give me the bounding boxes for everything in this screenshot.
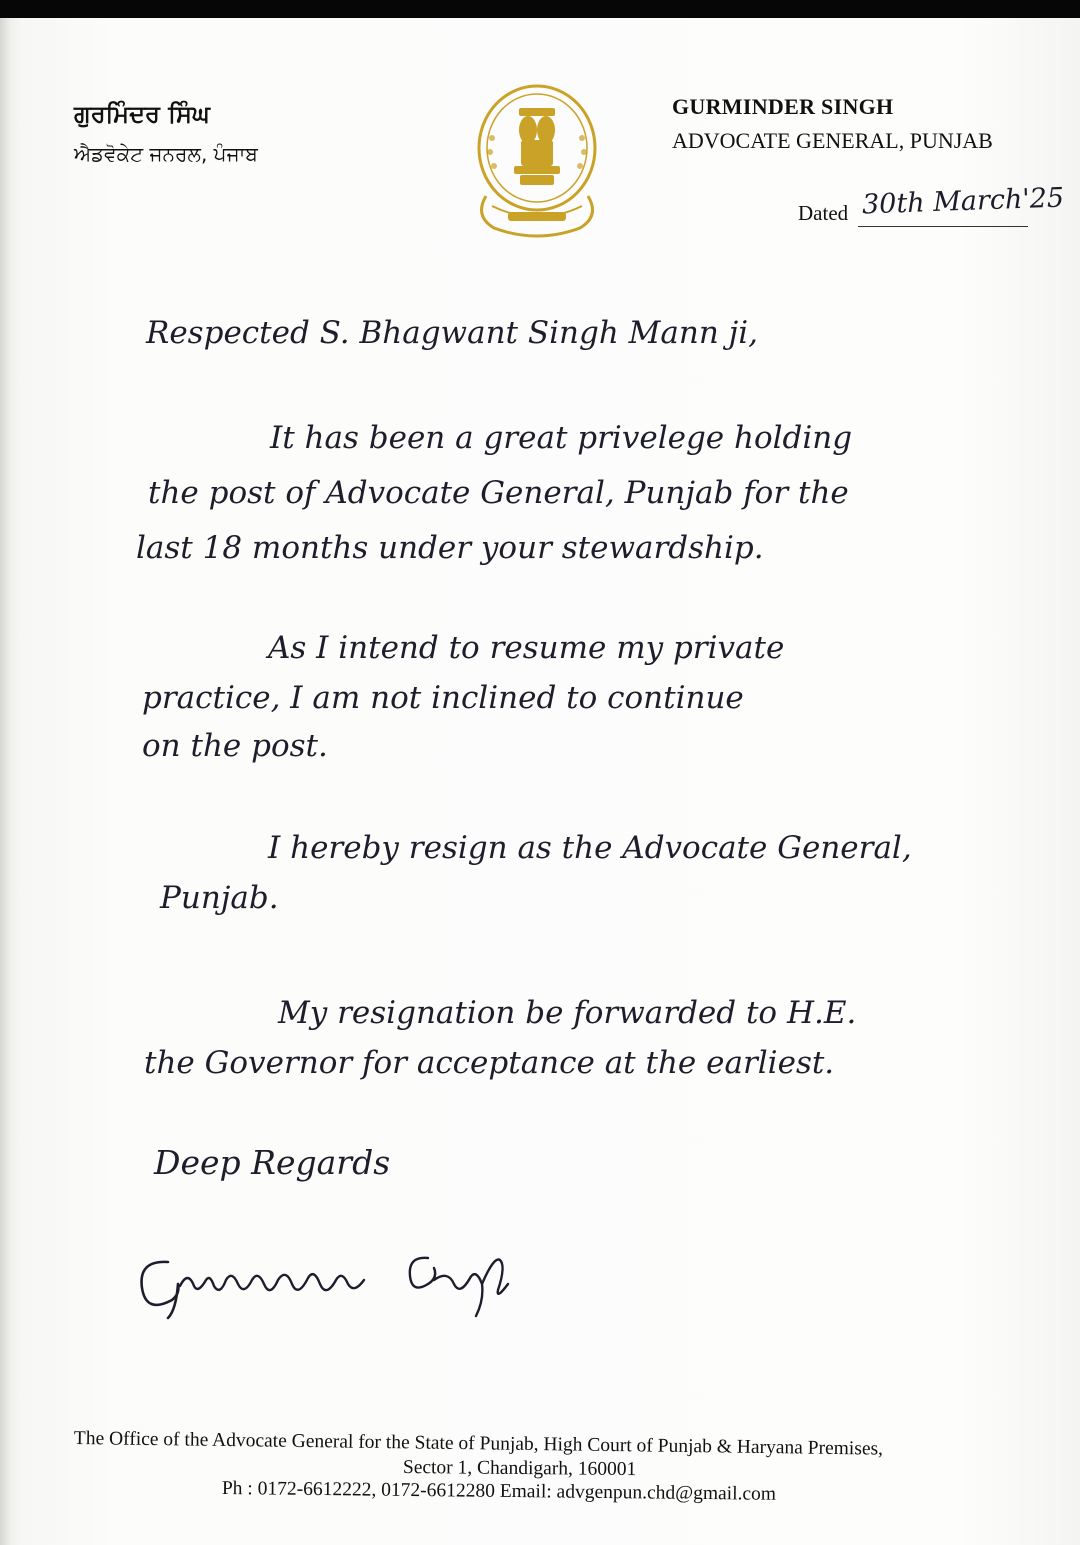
paragraph-1-line-3: last 18 months under your stewardship.	[136, 530, 764, 566]
paragraph-1-line-1: It has been a great privelege holding	[270, 420, 853, 456]
paragraph-2-line-1: As I intend to resume my private	[268, 630, 785, 666]
date-label: Dated	[798, 201, 849, 225]
footer-address-line-2: Sector 1, Chandigarh, 160001	[402, 1457, 637, 1481]
footer-address-line-1: The Office of the Advocate General for the State of Punjab, High Court of Punjab & Haryana Premises,	[73, 1428, 884, 1460]
page-left-shadow	[0, 18, 10, 1545]
footer-contact-line: Ph : 0172-6612222, 0172-6612280 Email: advgenpun.chd@gmail.com	[221, 1478, 777, 1505]
letterhead-title-english: ADVOCATE GENERAL, PUNJAB	[672, 128, 993, 153]
paragraph-4-line-1: My resignation be forwarded to H.E.	[278, 995, 857, 1031]
paragraph-2-line-2: practice, I am not inclined to continue	[142, 680, 744, 716]
letterhead-name-punjabi: ਗੁਰਮਿੰਦਰ ਸਿੰਘ	[74, 100, 210, 128]
date-underline	[858, 226, 1028, 227]
letter-salutation: Respected S. Bhagwant Singh Mann ji,	[146, 315, 759, 351]
state-emblem-seal-icon	[464, 78, 610, 248]
handwritten-signature	[128, 1240, 518, 1320]
scan-top-edge	[0, 0, 1080, 18]
letter-closing: Deep Regards	[154, 1143, 391, 1182]
paragraph-1-line-2: the post of Advocate General, Punjab for the	[148, 475, 849, 511]
letterhead-title-punjabi: ਐਡਵੋਕੇਟ ਜਨਰਲ, ਪੰਜਾਬ	[74, 142, 258, 166]
paragraph-3-line-2: Punjab.	[160, 880, 279, 916]
date-value: 30th March'25	[861, 182, 1065, 221]
paragraph-4-line-2: the Governor for acceptance at the earliest.	[144, 1045, 835, 1081]
paragraph-2-line-3: on the post.	[142, 728, 328, 764]
paragraph-3-line-1: I hereby resign as the Advocate General,	[268, 830, 912, 866]
letterhead-name-english: GURMINDER SINGH	[672, 94, 894, 119]
